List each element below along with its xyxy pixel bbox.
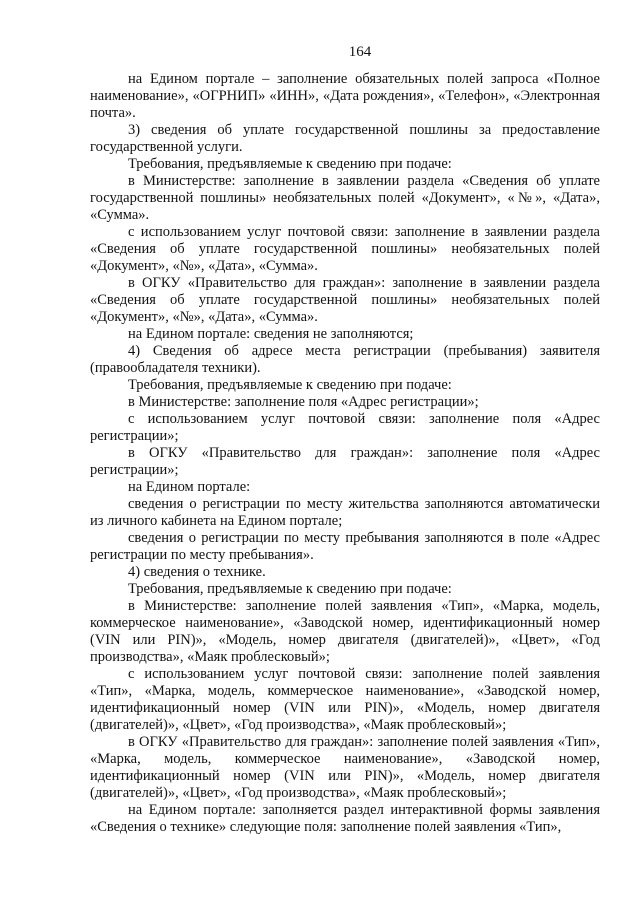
paragraph: в ОГКУ «Правительство для граждан»: заполнение полей заявления «Тип», «Марка, модель, коммерческое наименование», «Заводской номер, идентификационный номер (VIN или PIN)», «Модель, номер двигателя (двигателей)», «Цвет», «Год производства», «Маяк проблесковый»; [90,734,600,801]
paragraph: в Министерстве: заполнение поля «Адрес регистрации»; [128,394,479,410]
paragraph: Требования, предъявляемые к сведению при подаче: [128,581,452,597]
paragraph: Требования, предъявляемые к сведению при подаче: [128,377,452,393]
paragraph: с использованием услуг почтовой связи: заполнение поля «Адрес регистрации»; [90,411,600,444]
paragraph: в Министерстве: заполнение полей заявления «Тип», «Марка, модель, коммерческое наименование», «Заводской номер, идентификационный номер (VIN или PIN)», «Модель, номер двигателя (двигателей)», «Цвет», «Год производства», «Маяк проблесковый»; [90,598,600,665]
paragraph: с использованием услуг почтовой связи: заполнение полей заявления «Тип», «Марка, модель, коммерческое наименование», «Заводской номер, идентификационный номер (VIN или PIN)», «Модель, номер двигателя (двигателей)», «Цвет», «Год производства», «Маяк проблесковый»; [90,666,600,733]
paragraph: на Едином портале: сведения не заполняются; [128,326,414,342]
paragraph: на Едином портале: заполняется раздел интерактивной формы заявления «Сведения о технике» следующие поля: заполнение полей заявления «Тип», [90,802,600,835]
paragraph: 4) сведения о технике. [128,564,266,580]
paragraph: сведения о регистрации по месту пребывания заполняются в поле «Адрес регистрации по месту пребывания». [90,530,600,563]
document-body [90,71,600,836]
paragraph: в Министерстве: заполнение в заявлении раздела «Сведения об уплате государственной пошлины» необязательных полей «Документ», «№», «Дата», «Сумма». [90,173,600,223]
paragraph: сведения о регистрации по месту жительства заполняются автоматически из личного кабинета на Едином портале; [90,496,600,529]
paragraph: на Едином портале – заполнение обязательных полей запроса «Полное наименование», «ОГРНИП» «ИНН», «Дата рождения», «Телефон», «Электронная почта». [90,71,600,121]
paragraph: 3) сведения об уплате государственной пошлины за предоставление государственной услуги. [90,122,600,155]
page-number: 164 [348,44,372,60]
paragraph: в ОГКУ «Правительство для граждан»: заполнение в заявлении раздела «Сведения об уплате государственной пошлины» необязательных полей «Документ», «№», «Дата», «Сумма». [90,275,600,325]
paragraph: Требования, предъявляемые к сведению при подаче: [128,156,452,172]
paragraph: 4) Сведения об адресе места регистрации (пребывания) заявителя (правообладателя техники). [90,343,600,376]
paragraph: на Едином портале: [128,479,251,495]
paragraph: в ОГКУ «Правительство для граждан»: заполнение поля «Адрес регистрации»; [90,445,600,478]
paragraph: с использованием услуг почтовой связи: заполнение в заявлении раздела «Сведения об уплате государственной пошлины» необязательных полей «Документ», «№», «Дата», «Сумма». [90,224,600,274]
